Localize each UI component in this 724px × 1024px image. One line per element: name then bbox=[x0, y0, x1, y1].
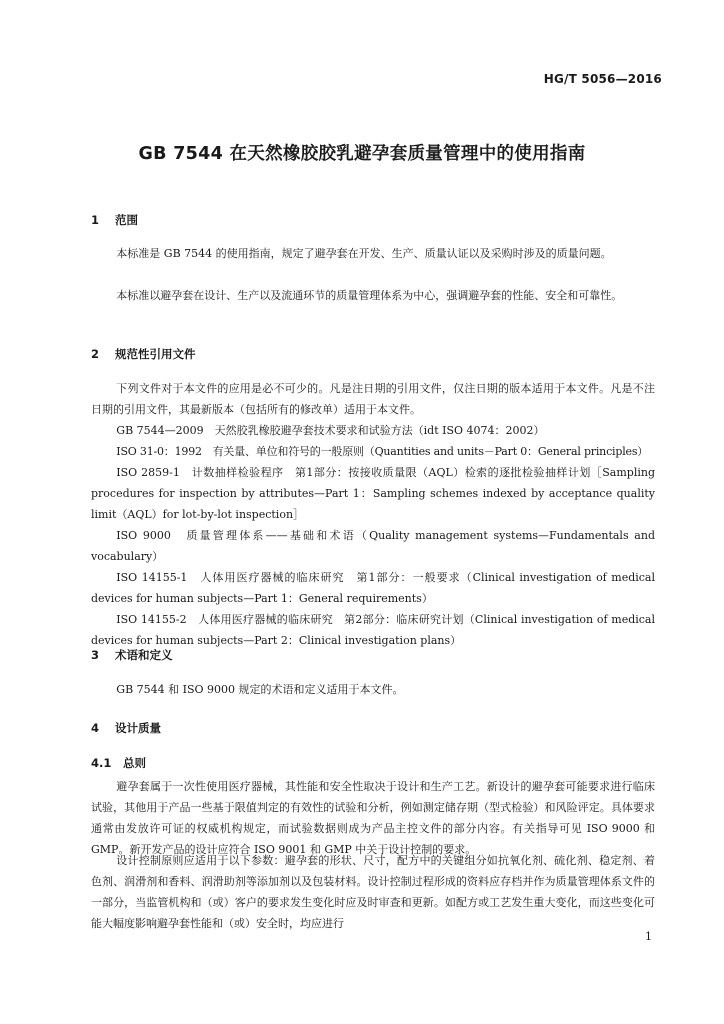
reference-item: GB 7544—2009 天然胶乳橡胶避孕套技术要求和试验方法（idt ISO 4074：2002） bbox=[116, 424, 545, 437]
section-title: 术语和定义 bbox=[115, 648, 173, 662]
section-title: 设计质量 bbox=[115, 721, 161, 735]
section-number: 1 bbox=[91, 213, 100, 227]
section-1-paragraph-1: 本标准是 GB 7544 的使用指南，规定了避孕套在开发、生产、质量认证以及采购时涉及的质量问题。 bbox=[116, 247, 612, 260]
section-4-1-paragraph-1: 避孕套属于一次性使用医疗器械，其性能和安全性取决于设计和生产工艺。新设计的避孕套可能要求进行临床试验，其他用于产品一些基于限值判定的有效性的试验和分析，例如测定储存期（型式检验）和风险评定。具体要求通常由发放许可证的权威机构规定，而试验数据则成为产品主控文件的部分内容。有关指导可见 ISO 9000 和 GMP。新开发产品的设计应符合 ISO 9001 和 GMP 中关于设计控制的要求。 bbox=[91, 780, 655, 856]
reference-item: ISO 9000 质量管理体系——基础和术语（Quality management systems—Fundamentals and vocabulary） bbox=[91, 529, 655, 563]
section-2-intro: 下列文件对于本文件的应用是必不可少的。凡是注日期的引用文件，仅注日期的版本适用于本文件。凡是不注日期的引用文件，其最新版本（包括所有的修改单）适用于本文件。 bbox=[91, 382, 655, 416]
document-title: GB 7544 在天然橡胶胶乳避孕套质量管理中的使用指南 bbox=[138, 144, 586, 164]
section-number: 4.1 bbox=[91, 756, 112, 770]
section-3-paragraph: GB 7544 和 ISO 9000 规定的术语和定义适用于本文件。 bbox=[116, 683, 404, 696]
page-number: 1 bbox=[645, 930, 652, 943]
section-4-1-heading bbox=[91, 755, 146, 771]
section-number: 2 bbox=[91, 347, 100, 361]
section-title: 范围 bbox=[115, 213, 138, 227]
standard-code: HG/T 5056—2016 bbox=[543, 72, 662, 86]
section-1-paragraph-2: 本标准以避孕套在设计、生产以及流通环节的质量管理体系为中心，强调避孕套的性能、安全和可靠性。 bbox=[116, 289, 623, 302]
section-number: 4 bbox=[91, 721, 100, 735]
section-3-heading bbox=[91, 647, 173, 663]
reference-item: ISO 2859-1 计数抽样检验程序 第1部分：按接收质量限（AQL）检索的逐批检验抽样计划［Sampling procedures for inspection by attributes—Part 1：Sampling schemes indexed by acceptance quality limit（AQL）for lot-by-lot inspection］ bbox=[91, 466, 655, 521]
reference-item: ISO 14155-1 人体用医疗器械的临床研究 第1部分：一般要求（Clinical investigation of medical devices for human subjects—Part 1：General requirements） bbox=[91, 571, 655, 605]
reference-item: ISO 14155-2 人体用医疗器械的临床研究 第2部分：临床研究计划（Clinical investigation of medical devices for human subjects—Part 2：Clinical investigation plans） bbox=[91, 613, 655, 647]
section-number: 3 bbox=[91, 648, 100, 662]
section-4-1-paragraph-2: 设计控制原则应适用于以下参数：避孕套的形状、尺寸，配方中的关键组分如抗氧化剂、硫化剂、稳定剂、着色剂、润滑剂和香料、润滑助剂等添加剂以及包装材料。设计控制过程形成的资料应存档并作为质量管理体系文件的一部分，当监管机构和（或）客户的要求发生变化时应及时审查和更新。如配方或工艺发生重大变化，而这些变化可能大幅度影响避孕套性能和（或）安全时，均应进行 bbox=[91, 854, 655, 930]
section-2-heading bbox=[91, 346, 196, 362]
section-4-heading bbox=[91, 720, 161, 736]
section-title: 总则 bbox=[123, 756, 146, 770]
section-1-heading bbox=[91, 212, 138, 228]
reference-item: ISO 31-0：1992 有关量、单位和符号的一般原则（Quantities and units－Part 0：General principles） bbox=[116, 445, 649, 458]
section-title: 规范性引用文件 bbox=[115, 347, 196, 361]
